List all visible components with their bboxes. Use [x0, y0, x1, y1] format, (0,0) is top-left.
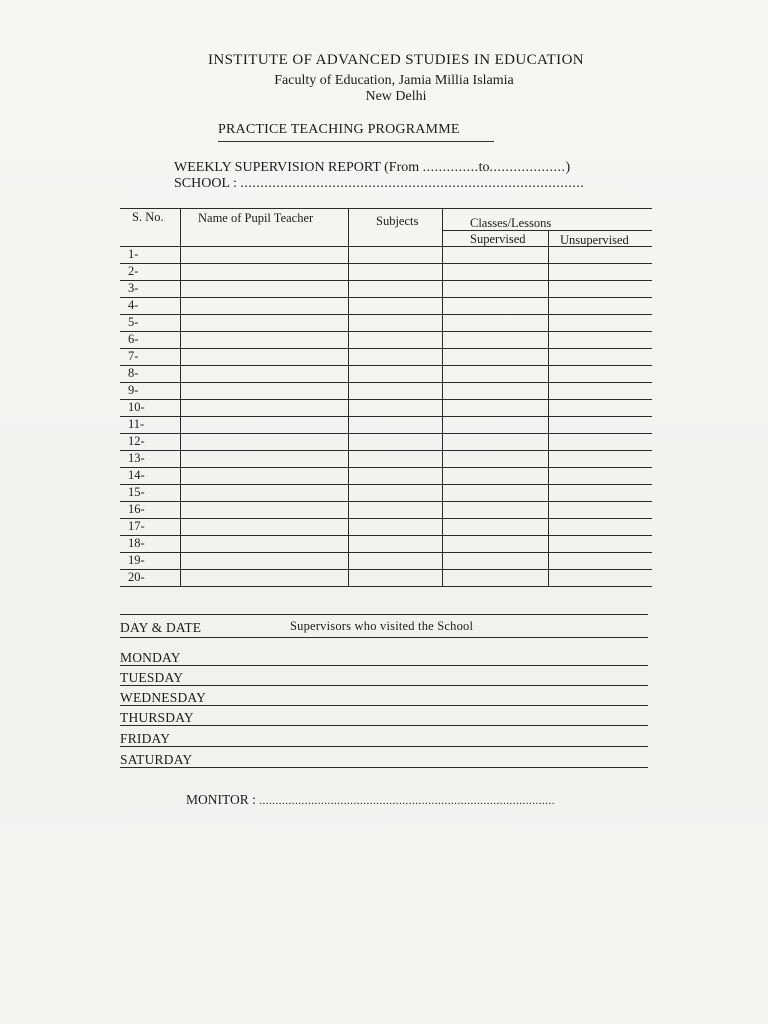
- table-row[interactable]: [181, 264, 651, 280]
- table-row[interactable]: [181, 451, 651, 467]
- table-row[interactable]: [181, 536, 651, 552]
- day-entry-line[interactable]: [120, 665, 648, 666]
- monitor-label: MONITOR :: [186, 792, 256, 807]
- institute-title: INSTITUTE OF ADVANCED STUDIES IN EDUCATION: [207, 52, 585, 68]
- header-name: Name of Pupil Teacher: [198, 211, 314, 225]
- table-row[interactable]: [181, 298, 651, 314]
- faculty-subtitle: Faculty of Education, Jamia Millia Islamia: [274, 73, 514, 88]
- header-subjects: Subjects: [376, 214, 419, 228]
- school-line: [174, 176, 584, 192]
- row-number: 13-: [128, 451, 145, 465]
- day-entry-line[interactable]: [120, 725, 648, 726]
- table-row[interactable]: [181, 349, 651, 365]
- row-number: 4-: [128, 298, 139, 312]
- day-label-saturday: SATURDAY: [120, 752, 193, 767]
- row-number: 8-: [128, 366, 139, 380]
- header-sno: S. No.: [132, 210, 164, 224]
- row-number: 17-: [128, 519, 145, 533]
- table-row[interactable]: [181, 247, 651, 263]
- table-row[interactable]: [181, 485, 651, 501]
- table-row[interactable]: [181, 417, 651, 433]
- table-row[interactable]: [181, 400, 651, 416]
- day-entry-line[interactable]: [120, 767, 648, 768]
- table-top-border: [120, 208, 652, 209]
- day-label-wednesday: WEDNESDAY: [120, 690, 207, 705]
- day-entry-line[interactable]: [120, 685, 648, 686]
- day-label-monday: MONDAY: [120, 650, 181, 665]
- row-number: 3-: [128, 281, 139, 295]
- row-number: 11-: [128, 417, 145, 431]
- programme-title: PRACTICE TEACHING PROGRAMME: [218, 122, 460, 137]
- visits-header-border: [120, 637, 648, 638]
- row-number: 7-: [128, 349, 139, 363]
- to-label: to: [478, 160, 490, 175]
- table-row[interactable]: [181, 570, 651, 586]
- header-supervised: Supervised: [470, 232, 526, 246]
- table-row[interactable]: [181, 434, 651, 450]
- day-label-friday: FRIDAY: [120, 731, 171, 746]
- to-date-field[interactable]: ...................): [489, 160, 571, 175]
- row-number: 20-: [128, 570, 145, 584]
- table-row-border: [120, 586, 652, 587]
- monitor-field[interactable]: ...........................................................................................: [259, 795, 556, 807]
- monitor-line: [186, 792, 555, 808]
- table-row[interactable]: [181, 315, 651, 331]
- city-subtitle: New Delhi: [365, 89, 427, 104]
- row-number: 10-: [128, 400, 145, 414]
- row-number: 2-: [128, 264, 139, 278]
- visits-top-border: [120, 614, 648, 615]
- row-number: 6-: [128, 332, 139, 346]
- row-number: 15-: [128, 485, 145, 499]
- table-row[interactable]: [181, 519, 651, 535]
- table-row[interactable]: [181, 383, 651, 399]
- day-label-thursday: THURSDAY: [120, 710, 194, 725]
- row-number: 16-: [128, 502, 145, 516]
- header-unsupervised: Unsupervised: [560, 233, 629, 247]
- header-day-date: DAY & DATE: [120, 620, 202, 635]
- school-field[interactable]: ......................................................................................: [240, 176, 585, 191]
- from-date-field[interactable]: ..............: [422, 160, 479, 175]
- row-number: 19-: [128, 553, 145, 567]
- programme-underline: [218, 141, 494, 142]
- table-row[interactable]: [181, 502, 651, 518]
- school-label: SCHOOL :: [174, 176, 237, 191]
- row-number: 14-: [128, 468, 145, 482]
- day-entry-line[interactable]: [120, 705, 648, 706]
- header-classes: Classes/Lessons: [470, 216, 552, 230]
- day-entry-line[interactable]: [120, 746, 648, 747]
- row-number: 1-: [128, 247, 139, 261]
- row-number: 5-: [128, 315, 139, 329]
- table-row[interactable]: [181, 553, 651, 569]
- row-number: 9-: [128, 383, 139, 397]
- row-number: 18-: [128, 536, 145, 550]
- row-number: 12-: [128, 434, 145, 448]
- header-supervisors: Supervisors who visited the School: [290, 619, 474, 633]
- table-row[interactable]: [181, 332, 651, 348]
- day-label-tuesday: TUESDAY: [120, 670, 184, 685]
- weekly-report-line: [174, 160, 571, 176]
- table-row[interactable]: [181, 366, 651, 382]
- weekly-label: WEEKLY SUPERVISION REPORT (From: [174, 160, 420, 175]
- table-row[interactable]: [181, 468, 651, 484]
- table-row[interactable]: [181, 281, 651, 297]
- supervision-table: [120, 208, 652, 586]
